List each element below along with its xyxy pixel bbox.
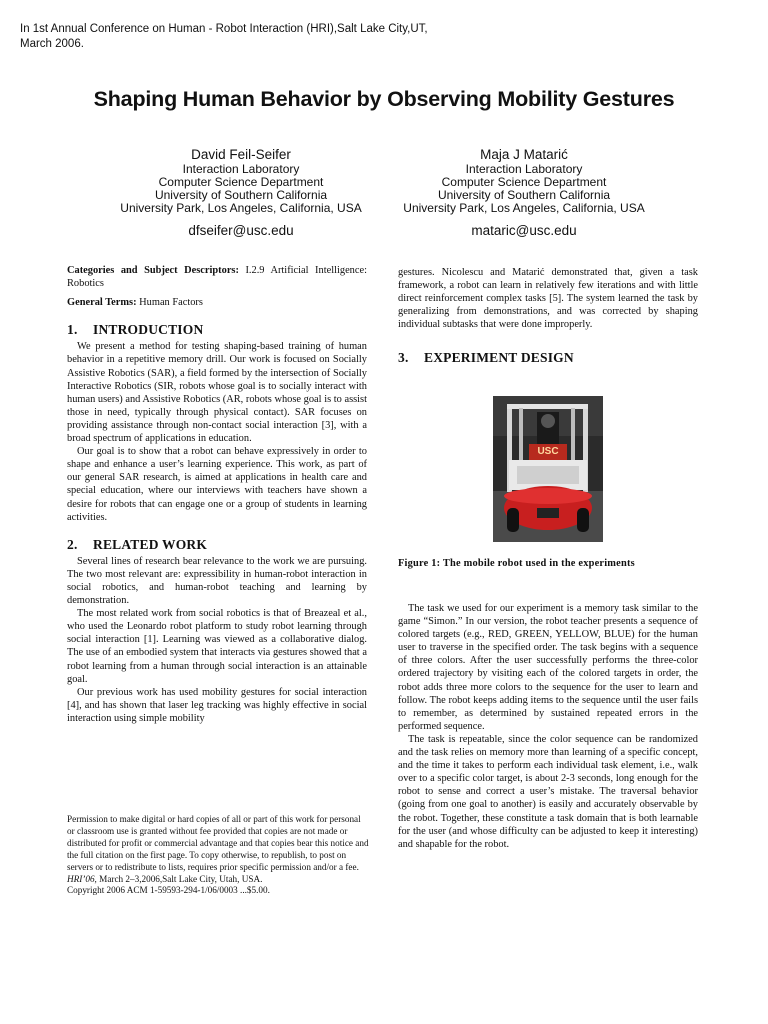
author-affiliation-line: University Park, Los Angeles, California, USA — [120, 201, 362, 215]
author-affiliation-line: Interaction Laboratory — [465, 162, 583, 176]
author-block-1 — [100, 146, 382, 239]
header-note: In 1st Annual Conference on Human - Robot Interaction (HRI),Salt Lake City,UT, March 2006. — [20, 23, 428, 50]
related-paragraph-1: Several lines of research bear relevance to the work we are pursuing. The two most relevant are: expressibility in human-robot interaction in social robotics, and human-robot teaching and learning by demonstration. — [67, 555, 367, 607]
robot-photo — [493, 396, 603, 542]
design-paragraph-2: The task is repeatable, since the color sequence can be randomized and the task relies on memory more than learning of a specific concept, and the time it takes to perform each individual task element, i.e., walk over to a specific color target, is about 2-3 seconds, long enough for the robot to sense and correct a user’s mistake. The traversal behavior (going from one goal to another) is easily and accurately observable by the robot. Together, these constitute a task domain that is both learnable for the user (and whose difficulty can be adjusted to keep it interesting) and shapable for the robot. — [398, 733, 698, 850]
right-column-bottom — [398, 602, 698, 851]
author-affiliation-line: Interaction Laboratory — [182, 162, 300, 176]
general-terms: General Terms: Human Factors — [67, 297, 203, 309]
design-paragraph-1: The task we used for our experiment is a memory task similar to the game “Simon.” In our version, the robot teacher presents a sequence of colored targets (e.g., RED, GREEN, YELLOW, BLUE) for the human user to traverse in the specified order. The task begins with a sequence of three colors. After the user successfully performs the three-color ordered trajectory by visiting each of the colored targets in order, the robot adds three more colors to the sequence for the user to learn and follow. The robot keeps adding items to the sequence until the user fails to remember, as determined by sustained repeated errors in the performed sequence. — [398, 603, 698, 732]
right-column-top — [398, 266, 698, 365]
copyright-line: Copyright 2006 ACM 1-59593-294-1/06/0003 ...$5.00. — [67, 885, 270, 896]
author-email[interactable]: dfseifer@usc.edu — [188, 223, 294, 238]
figure-caption: Figure 1: The mobile robot used in the experiments — [398, 558, 635, 569]
related-paragraph-2: The most related work from social robotics is that of Breazeal et al., who used the Leonardo robot platform to study robot learning through social interaction [1]. Learning was viewed as a collaborative dialog. The use of an embodied system that interacts via gestures showed that a robot learning from a human through social interaction is an attainable goal. — [67, 608, 367, 685]
related-continuation-paragraph: gestures. Nicolescu and Matarić demonstrated that, given a task framework, a robot can learn in relatively few iterations and with little direct reinforcement complex tasks [5]. The system learned the task by generalizing from demonstrations, and was corrected by shaping individual subtasks that were done improperly. — [398, 267, 698, 331]
section-heading-experiment-design: 3. EXPERIMENT DESIGN — [398, 350, 574, 366]
author-affiliation-line: University of Southern California — [437, 188, 611, 202]
section-heading-introduction: 1. INTRODUCTION — [67, 322, 204, 338]
intro-paragraph-1: We present a method for testing shaping-based training of human behavior in a repetitive memory drill. Our work is focused on Socially Assistive Robotics (SAR), a field formed by the intersection of Socially Interactive Robotics (SIR, robots whose goal is to socially interact with human users) and Assistive Robotics (AR, robots whose goal is to assist those in need, typically through physical contact). SAR focuses on providing assistance through non-contact social interaction [3], with a broad spectrum of applications in education. — [67, 341, 367, 445]
categories-descriptors: Categories and Subject Descriptors: I.2.9 Artificial Intelligence: Robotics — [67, 265, 367, 290]
paper-title: Shaping Human Behavior by Observing Mobility Gestures — [93, 87, 675, 111]
author-email[interactable]: mataric@usc.edu — [471, 223, 577, 238]
intro-paragraph-2: Our goal is to show that a robot can behave expressively in order to shape and enhance a user’s learning experience. This work, as part of our general SAR research, is aimed at applications in health care and special education, where our interviews with teachers have shown a desire for robots that can engage one or a group of students in learning activities. — [67, 446, 367, 523]
left-column — [67, 264, 367, 725]
author-affiliation-line: Computer Science Department — [158, 175, 324, 189]
section-heading-related-work: 2. RELATED WORK — [67, 536, 208, 552]
author-affiliation-line: Computer Science Department — [441, 175, 607, 189]
permission-notice — [67, 814, 369, 897]
author-affiliation-line: University of Southern California — [154, 188, 328, 202]
related-paragraph-3: Our previous work has used mobility gestures for social interaction [4], and has shown that laser leg tracking was highly effective in social interaction using simple mobility — [67, 686, 367, 724]
permission-text: Permission to make digital or hard copies of all or part of this work for personal or classroom use is granted without fee provided that copies are not made or distributed for profit or commercial advantage and that copies bear this notice and the full citation on the first page. To copy otherwise, to republish, to post on servers or to redistribute to lists, requires prior specific permission and/or a fee. — [67, 814, 369, 872]
author-name: Maja J Matarić — [480, 147, 568, 162]
robot-illustration — [493, 396, 603, 542]
author-block-2 — [386, 146, 662, 239]
venue-line: HRI’06, March 2–3,2006,Salt Lake City, Utah, USA. — [67, 873, 263, 884]
robot-usc-label: USC — [537, 446, 559, 457]
author-name: David Feil-Seifer — [191, 147, 291, 162]
author-affiliation-line: University Park, Los Angeles, California, USA — [403, 201, 645, 215]
